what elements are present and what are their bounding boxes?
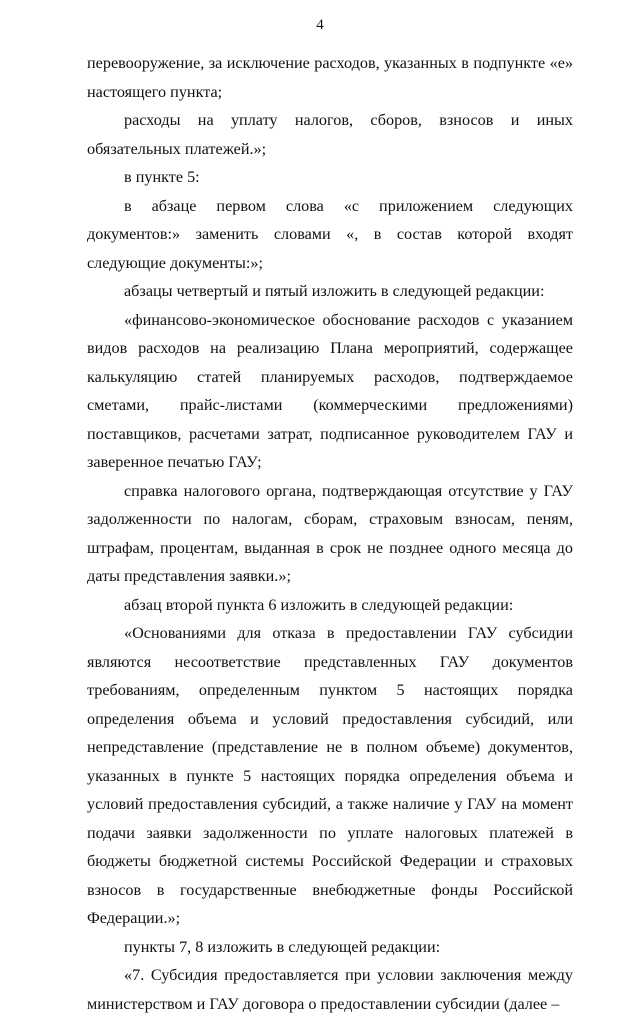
- paragraph-points-7-8: пункты 7, 8 изложить в следующей редакции:: [124, 937, 441, 956]
- paragraph-point-5: в пункте 5:: [124, 168, 200, 186]
- paragraph-first-abzac: в абзаце первом слова «с приложением следующих документов:» заменить словами «, в состав которой входят следующие документы:»;: [87, 196, 573, 272]
- paragraph-point-7: «7. Субсидия предоставляется при условии заключения между министерством и ГАУ договора о предоставлении субсидии (далее –: [87, 966, 573, 1013]
- paragraph-tax-certificate: справка налогового органа, подтверждающая отсутствие у ГАУ задолженности по налогам, сборам, страховым взносам, пеням, штрафам, процентам, выданная в срок не позднее одного месяца до даты представления заявки.»;: [87, 481, 573, 585]
- paragraph-point-6: абзац второй пункта 6 изложить в следующей редакции:: [124, 595, 514, 614]
- paragraph-refusal-grounds: «Основаниями для отказа в предоставлении ГАУ субсидии являются несоответствие представленных ГАУ документов требованиям, определенным пунктом 5 настоящих порядка определения объема и условий предоставления субсидий, или непредставление (представление не в полном объеме) документов, указанных в пункте 5 настоящих порядка определения объема и условий предоставления субсидий, а также наличие у ГАУ на момент подачи заявки задолженности по уплате налоговых платежей в бюджеты бюджетной системы Российской Федерации и страховых взносов в государственные внебюджетные фонды Российской Федерации.»;: [87, 624, 573, 927]
- paragraph-abzacs-4-5: абзацы четвертый и пятый изложить в следующей редакции:: [124, 282, 545, 300]
- paragraph-financial-justification: «финансово-экономическое обоснование расходов с указанием видов расходов на реализацию Плана мероприятий, содержащее калькуляцию статей планируемых расходов, подтверждаемое сметами, прайс-листами (коммерческими предложениями) поставщиков, расчетами затрат, подписанное руководителем ГАУ и заверенное печатью ГАУ;: [87, 310, 573, 471]
- page-number: 4: [316, 17, 324, 33]
- paragraph-continuation: перевооружение, за исключение расходов, указанных в подпункте «е» настоящего пункта;: [87, 54, 573, 101]
- document-body: [87, 49, 573, 1018]
- paragraph-payments: расходы на уплату налогов, сборов, взносов и иных обязательных платежей.»;: [87, 111, 573, 158]
